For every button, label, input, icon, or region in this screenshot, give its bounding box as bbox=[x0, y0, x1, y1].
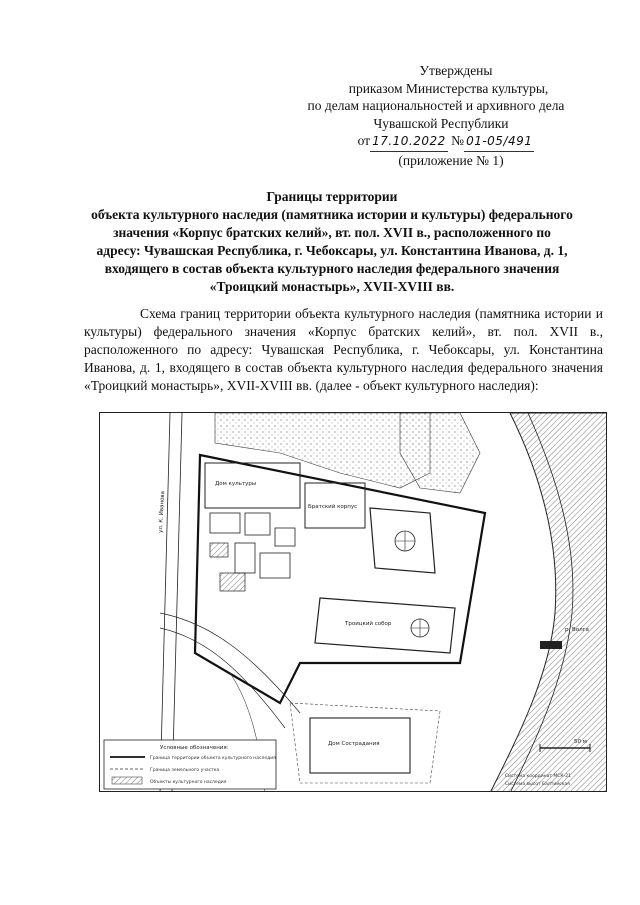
approval-line-1: Утверждены bbox=[419, 63, 493, 78]
legend-item-2: Граница земельного участка bbox=[150, 768, 220, 773]
river-bank bbox=[490, 413, 607, 792]
building-3-label: Дом Сострадания bbox=[328, 741, 380, 747]
legend-item-1: Граница территории объекта культурного наследия bbox=[150, 756, 276, 761]
corner-note-1: Система координат МСК-21 bbox=[505, 774, 571, 779]
approval-line-2: приказом Министерства культуры, bbox=[348, 80, 549, 96]
body-paragraph: Схема границ территории объекта культурного наследия (памятника истории и культуры) федерального значения «Корпус братских келий», вт. пол. XVII в., расположенного по адресу: Чувашская Республика, г. Чебоксары, ул. Константина Иванова, д. 1, входящего в состав объекта культурного наследия федерального значения «Троицкий монастырь», XVII-XVIII вв. (далее - объект культурного наследия): bbox=[84, 306, 603, 393]
body-paragraph-block bbox=[84, 305, 603, 395]
river-marker bbox=[540, 641, 562, 649]
map-drawing bbox=[100, 413, 607, 792]
river-label: р. Волга bbox=[565, 627, 589, 633]
site-plan-map bbox=[99, 412, 607, 792]
from-label: от bbox=[357, 133, 371, 148]
approval-block bbox=[276, 62, 576, 169]
cathedral-label: Троицкий собор bbox=[345, 621, 392, 627]
title-line-1: Границы территории bbox=[266, 189, 398, 204]
handwritten-number: 01-05/491 bbox=[464, 133, 534, 152]
scale-label: 50 м bbox=[574, 739, 587, 745]
number-label: № bbox=[451, 133, 465, 148]
approval-date-line bbox=[316, 132, 576, 152]
legend-title: Условные обозначения: bbox=[160, 745, 229, 751]
title-line-2: объекта культурного наследия (памятника истории и культуры) федерального bbox=[91, 207, 573, 222]
title-line-4: адресу: Чувашская Республика, г. Чебоксары, ул. Константина Иванова, д. 1, bbox=[96, 243, 568, 258]
appendix-label: (приложение № 1) bbox=[398, 152, 504, 168]
building-2-label: Братский корпус bbox=[308, 504, 358, 510]
title-line-5: входящего в состав объекта культурного наследия федерального значения bbox=[104, 261, 560, 276]
legend-item-3: Объекты культурного наследия bbox=[150, 780, 227, 785]
approval-line-3: по делам национальностей и архивного дела bbox=[307, 98, 565, 113]
title-line-6: «Троицкий монастырь», XVII-XVIII вв. bbox=[209, 279, 455, 294]
title-line-3: значения «Корпус братских келий», вт. пол. XVII в., расположенного по bbox=[113, 225, 551, 240]
street-label: ул. К. Иванова bbox=[158, 490, 167, 534]
building-1-label: Дом культуры bbox=[215, 481, 257, 487]
handwritten-date: 17.10.2022 bbox=[370, 133, 448, 152]
approval-line-4: Чувашской Республики bbox=[373, 115, 509, 131]
document-title bbox=[58, 188, 606, 296]
corner-note-2: Система высот Балтийская bbox=[505, 782, 570, 787]
